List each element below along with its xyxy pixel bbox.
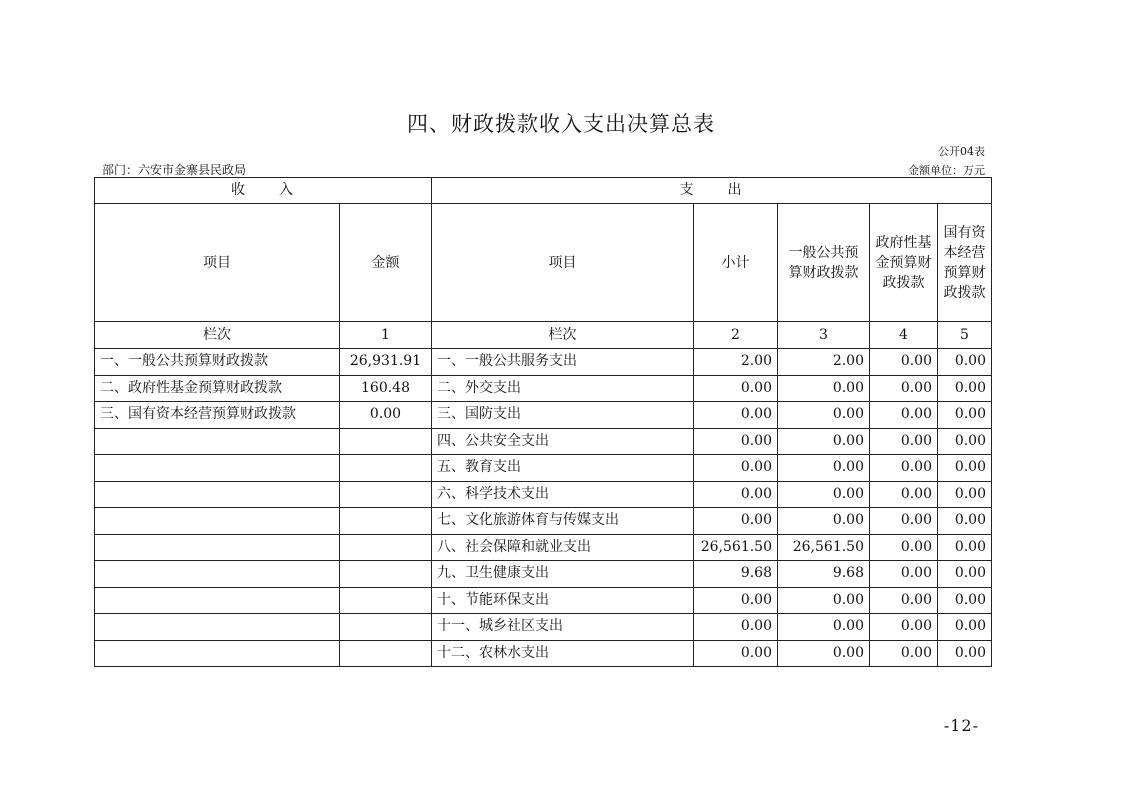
general-budget-cell: 9.68 [778, 561, 870, 588]
income-amount-cell [340, 614, 432, 641]
col-income-amount: 金额 [340, 204, 432, 322]
state-capital-cell: 0.00 [938, 349, 992, 376]
income-item-cell: 一、一般公共预算财政拨款 [95, 349, 340, 376]
state-capital-cell: 0.00 [938, 534, 992, 561]
table-row [95, 428, 992, 455]
general-budget-cell: 26,561.50 [778, 534, 870, 561]
fund-budget-cell: 0.00 [870, 349, 938, 376]
general-budget-cell: 0.00 [778, 481, 870, 508]
fund-budget-cell: 0.00 [870, 640, 938, 667]
col-general-budget: 一般公共预算财政拨款 [778, 204, 870, 322]
fund-budget-cell: 0.00 [870, 428, 938, 455]
index-cell: 栏次 [432, 322, 694, 349]
general-budget-cell: 0.00 [778, 402, 870, 429]
income-amount-cell [340, 587, 432, 614]
income-item-cell [95, 640, 340, 667]
general-budget-cell: 0.00 [778, 640, 870, 667]
subtotal-cell: 0.00 [694, 428, 778, 455]
general-budget-cell: 0.00 [778, 428, 870, 455]
expense-item-cell: 九、卫生健康支出 [432, 561, 694, 588]
state-capital-cell: 0.00 [938, 455, 992, 482]
general-budget-cell: 0.00 [778, 508, 870, 535]
expense-item-cell: 十、节能环保支出 [432, 587, 694, 614]
column-header-row [95, 204, 992, 322]
state-capital-cell: 0.00 [938, 640, 992, 667]
table-row [95, 349, 992, 376]
expense-section-header: 支 出 [432, 178, 992, 204]
subtotal-cell: 9.68 [694, 561, 778, 588]
expense-item-cell: 十二、农林水支出 [432, 640, 694, 667]
expense-item-cell: 六、科学技术支出 [432, 481, 694, 508]
income-amount-cell [340, 640, 432, 667]
table-row [95, 614, 992, 641]
state-capital-cell: 0.00 [938, 428, 992, 455]
income-amount-cell [340, 534, 432, 561]
general-budget-cell: 0.00 [778, 587, 870, 614]
index-cell: 4 [870, 322, 938, 349]
table-row [95, 402, 992, 429]
table-row [95, 640, 992, 667]
index-cell: 栏次 [95, 322, 340, 349]
index-row [95, 322, 992, 349]
index-cell: 1 [340, 322, 432, 349]
table-row [95, 561, 992, 588]
fund-budget-cell: 0.00 [870, 614, 938, 641]
income-item-cell [95, 481, 340, 508]
expense-item-cell: 二、外交支出 [432, 375, 694, 402]
income-amount-cell [340, 561, 432, 588]
subtotal-cell: 0.00 [694, 614, 778, 641]
expense-item-cell: 八、社会保障和就业支出 [432, 534, 694, 561]
income-item-cell [95, 534, 340, 561]
fund-budget-cell: 0.00 [870, 402, 938, 429]
general-budget-cell: 0.00 [778, 455, 870, 482]
income-amount-cell: 160.48 [340, 375, 432, 402]
income-amount-cell [340, 455, 432, 482]
subtotal-cell: 0.00 [694, 587, 778, 614]
subtotal-cell: 0.00 [694, 508, 778, 535]
fund-budget-cell: 0.00 [870, 481, 938, 508]
index-cell: 2 [694, 322, 778, 349]
state-capital-cell: 0.00 [938, 508, 992, 535]
fund-budget-cell: 0.00 [870, 455, 938, 482]
subtotal-cell: 0.00 [694, 455, 778, 482]
subtotal-cell: 0.00 [694, 375, 778, 402]
subtotal-cell: 0.00 [694, 640, 778, 667]
subtotal-cell: 26,561.50 [694, 534, 778, 561]
income-section-header: 收 入 [95, 178, 432, 204]
state-capital-cell: 0.00 [938, 587, 992, 614]
expense-item-cell: 十一、城乡社区支出 [432, 614, 694, 641]
income-item-cell [95, 508, 340, 535]
table-row [95, 534, 992, 561]
table-row [95, 481, 992, 508]
col-income-item: 项目 [95, 204, 340, 322]
income-amount-cell [340, 508, 432, 535]
state-capital-cell: 0.00 [938, 402, 992, 429]
income-amount-cell [340, 428, 432, 455]
col-state-capital: 国有资本经营预算财政拨款 [938, 204, 992, 322]
general-budget-cell: 0.00 [778, 375, 870, 402]
subtotal-cell: 0.00 [694, 481, 778, 508]
income-item-cell [95, 614, 340, 641]
col-expense-item: 项目 [432, 204, 694, 322]
state-capital-cell: 0.00 [938, 614, 992, 641]
income-amount-cell: 26,931.91 [340, 349, 432, 376]
department-label: 部门：六安市金寨县民政局 [102, 163, 247, 177]
index-cell: 5 [938, 322, 992, 349]
amount-unit-label: 金额单位：万元 [908, 164, 985, 177]
fund-budget-cell: 0.00 [870, 587, 938, 614]
subtotal-cell: 2.00 [694, 349, 778, 376]
state-capital-cell: 0.00 [938, 561, 992, 588]
general-budget-cell: 2.00 [778, 349, 870, 376]
fund-budget-cell: 0.00 [870, 534, 938, 561]
form-number: 公开04表 [938, 145, 985, 158]
income-amount-cell: 0.00 [340, 402, 432, 429]
table-row [95, 455, 992, 482]
income-item-cell [95, 587, 340, 614]
income-item-cell [95, 428, 340, 455]
subtotal-cell: 0.00 [694, 402, 778, 429]
general-budget-cell: 0.00 [778, 614, 870, 641]
page-number: -12- [943, 716, 979, 735]
state-capital-cell: 0.00 [938, 375, 992, 402]
table-row [95, 587, 992, 614]
state-capital-cell: 0.00 [938, 481, 992, 508]
table-row [95, 375, 992, 402]
index-cell: 3 [778, 322, 870, 349]
expense-item-cell: 五、教育支出 [432, 455, 694, 482]
income-item-cell [95, 561, 340, 588]
page-title: 四、财政拨款收入支出决算总表 [407, 112, 715, 136]
col-subtotal: 小计 [694, 204, 778, 322]
income-item-cell: 二、政府性基金预算财政拨款 [95, 375, 340, 402]
income-item-cell [95, 455, 340, 482]
col-fund-budget: 政府性基金预算财政拨款 [870, 204, 938, 322]
fund-budget-cell: 0.00 [870, 375, 938, 402]
fiscal-appropriation-table [94, 177, 992, 667]
fund-budget-cell: 0.00 [870, 561, 938, 588]
fund-budget-cell: 0.00 [870, 508, 938, 535]
section-header-row [95, 178, 992, 204]
income-item-cell: 三、国有资本经营预算财政拨款 [95, 402, 340, 429]
expense-item-cell: 三、国防支出 [432, 402, 694, 429]
expense-item-cell: 七、文化旅游体育与传媒支出 [432, 508, 694, 535]
table-row [95, 508, 992, 535]
expense-item-cell: 四、公共安全支出 [432, 428, 694, 455]
expense-item-cell: 一、一般公共服务支出 [432, 349, 694, 376]
income-amount-cell [340, 481, 432, 508]
